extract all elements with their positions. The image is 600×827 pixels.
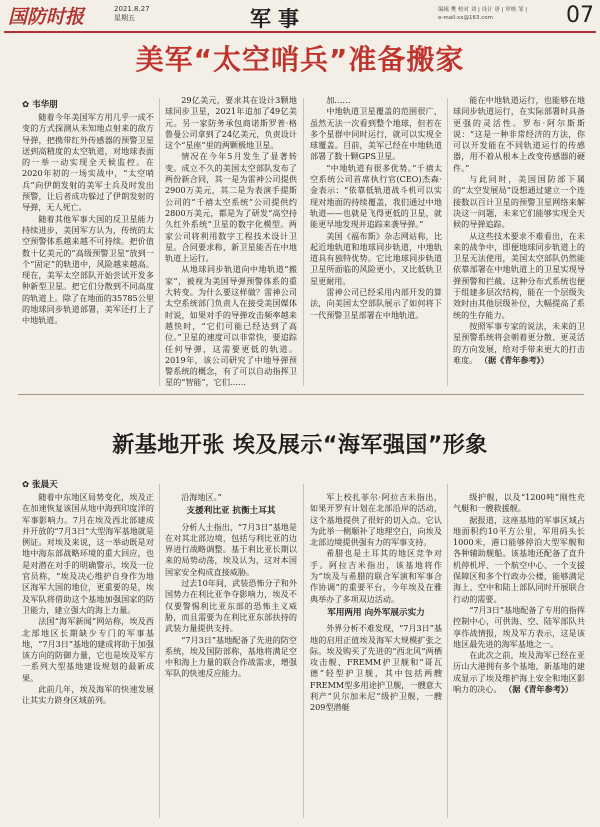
- paragraph-text: 按照军事专家的说法，未来的卫星预警系统将会朝着更分散、更灵活的方向发展，给对手带来更大的打击难度。: [453, 320, 585, 365]
- issue-date: [114, 5, 150, 23]
- weekday-value: 星期五: [114, 14, 135, 22]
- article1-column-3: [310, 95, 442, 387]
- page-number: 07: [566, 3, 594, 28]
- article2-column-3: [310, 492, 442, 818]
- column-rule: [159, 98, 160, 386]
- paragraph: “中地轨道有很多优势。”千禧太空系统公司首席执行官(CEO)杰森·金表示：“依靠低轨道战斗机可以实现对地面的持续覆盖，我们通过中地轨道——也就是飞得更低的卫星，就能更早地发现并追踪来袭导弹。”: [310, 162, 442, 230]
- paragraph: 法国“海军新闻”网站称，埃及西北部地区长期缺少专门的军事基地，“7月3日”基地的建成将助于加强该方向的防御力量，它也是埃及军方一系列大型基地建设规划的最新成果。: [22, 616, 154, 683]
- article1-column-4: [453, 95, 585, 387]
- paragraph: 随着中东地区局势变化，埃及正在加速恢复该国从地中海到印度洋的军事影响力。7月在埃及西北部建成并开放的“7月3日”大型海军基地就是例证。对埃及来说，这一举动既是对地中海东部战略环境的重大回应，也是对潜在对手的明确警示，埃及一位官员称，“埃及决心维护自身作为地区海军大国的地位，更重要的是，埃及军队将借助这个基地加强国家的防卫能力，建立强大的海上力量。: [22, 492, 154, 615]
- paragraph: [453, 321, 585, 366]
- editor-credits: [438, 6, 560, 22]
- paragraph: 沿海地区。”: [181, 492, 222, 502]
- paragraph: “7月3日”基地配备了专用的指挥控制中心，可供海、空、陆军部队共享作战情报，埃及军方表示，这是该地区最先进的海军基地之一。: [453, 604, 585, 649]
- column-rule: [447, 98, 448, 386]
- paragraph: 能在中地轨道运行，也能够在地球同步轨道运行，在实际部署时具备更强的灵活性。罗布·阿尔斯斯说：“这是一种非常经济的方法，你可以开发能在不同轨道运行的传感器，用不着从根本上改变传感器的硬件。”: [453, 95, 585, 173]
- paragraph: 随着今年美国军方用几乎一成不变的方式探测从未知地点射来的敌方导弹，把携带红外传感器的预警卫星送到高精度的太空轨道，对地球表面的一举一动实现全天候监控。在2020年初的一场实战中，“太空哨兵”向伊朗发射的美军士兵及时发出预警，让后者成功躲过了伊朗发射的导弹，无人死亡。: [22, 112, 154, 213]
- column-rule: [159, 484, 160, 818]
- paragraph: 据报道，这座基地的军事区域占地面积约10平方公里，军用码头长1000米，港口能够停泊大型军舰和各种辅助舰船。该基地还配备了直升机停机坪、一个航空中心、一个支援保障区和多个行政办公楼，能够满足海上、空中和陆上部队同时开展联合行动的需要。: [453, 514, 585, 604]
- masthead-rule: [4, 31, 596, 33]
- article2-headline: 新基地开张 埃及展示“海军强国”形象: [112, 433, 488, 458]
- paragraph: 级护舰，以及“1200吨”刚性充气艇和一艘救援舰。: [453, 492, 585, 514]
- column-rule: [303, 98, 304, 386]
- paragraph: 与此同时，美国国防部下属的“太空发展局”设想通过建立一个连接数以百计卫星的预警卫星网络来解决这一问题，未来它们能够实现全天候的导弹追踪。: [453, 174, 585, 230]
- masthead: [0, 0, 600, 34]
- subheading: 军用两用 向外军展示实力: [327, 607, 425, 618]
- paragraph: 雷神公司已经采用内部开发的算法，向美国太空部队展示了如何将下一代预警卫星部署在中地轨道。: [310, 287, 442, 320]
- paragraph: 过去10年间，武装恐怖分子和外国势力在利比亚争夺影响力，埃及不仅要警惕利比亚东部的恐怖主义威胁，而且需要为在利比亚东部扶持的武装力量提供支持。: [165, 578, 297, 634]
- paragraph: 情况在今年5月发生了显著转变。成立不久的美国太空部队发布了两份新合同，其一是为雷神公司提供2900万美元，其二是为表演手提斯公司的“千禧太空系统”公司提供约2800万美元，都是为了研发“高空持久红外系统”卫星的数字化模型。两家公司将利用数字工程技术设计卫星。合同要求称，新卫星能否在中地轨道上运行。: [165, 151, 297, 264]
- article2-signature: （据《青年参考》）: [504, 684, 573, 695]
- article2-column-4: [453, 492, 585, 818]
- article-divider: [18, 394, 584, 395]
- paragraph: “7月3日”基地配备了先进的防空系统，埃及国防部称，基地将满足空中和海上力量的联合作战需求，增强军队的快速反应能力。: [165, 634, 297, 679]
- paragraph-text: 在此次之前，埃及海军已经在亚历山大港拥有多个基地，新基地的建成显示了埃及维护海上安全和地区影响力的决心。: [453, 650, 585, 695]
- article1-column-1: [22, 112, 154, 384]
- article2-column-1: [22, 492, 154, 818]
- subheading: 支援利比亚 抗衡土耳其: [186, 506, 276, 517]
- date-value: 2021.8.27: [114, 5, 150, 13]
- article1-column-2: [165, 95, 297, 387]
- paragraph: 中地轨道卫星覆盖的范围很广，虽然无法一次看到整个地球，但若在多个星群中同时运行，就可以实现全球覆盖。目前，美军已经在中地轨道部署了数十颗GPS卫星。: [310, 106, 442, 162]
- paragraph: 29亿美元，要求其在设计3颗地球同步卫星，2021年追加了49亿美元。另一家防务承包商诺斯罗普·格鲁曼公司拿到了24亿美元，负责设计这个“星座”里的两颗极地卫星。: [165, 95, 297, 151]
- paragraph: 分析人士指出，“7月3日”基地是在对其北部边境，包括与利比亚的边界进行战略调整。基于利比亚长期以来的局势动荡，埃及认为，这对本国国家安全构成直接威胁。: [165, 521, 297, 577]
- paragraph: 军上校扎菲尔·阿拉吉米指出，如果开罗有计划在北部沿岸的活动，这个基地提供了很好的切入点。它认为此举一侧顺补了地理空白，向埃及北部边境提供强有力的军事支持。: [310, 492, 442, 548]
- article2-column-2: [165, 492, 297, 818]
- paragraph: 从这些技术要求不难看出，在未来的战争中，即便地球同步轨道上的卫星无法使用，美国太空部队仍然能依靠部署在中地轨道上的卫星实现导弹预警和拦截。这种分布式系统也便于组建多层次结构，能在一个层级失效时由其他层级补位，大幅提高了系统的生存能力。: [453, 230, 585, 320]
- article1-signature: （据《青年参考》）: [479, 354, 549, 365]
- paragraph: 外界分析不难发现，“7月3日”基地的启用正值埃及海军大规模扩张之际。埃及购买了先进的“西北风”两栖攻击舰、FREMM护卫舰和“哥瓦德”轻型护卫舰，其中包括两艘FREMM型多用途护卫舰，一艘意大利产“贝尔加米尼”级护卫舰，一艘209型潜艇: [310, 623, 442, 713]
- column-rule: [303, 484, 304, 818]
- column-rule: [447, 484, 448, 818]
- paragraph: 随着其他军事大国的反卫星能力持续进步，美国军方认为，传统的太空预警体系越来越不可持续。把价值数十亿美元的“高级预警卫星”放到一个“固定”的轨道中，风险越来越高。现在，美军太空部队开始尝试开发多种新型卫星。把它们分散到不同高度的轨道上。除了在地面的35785公里的地球同步轨道部署，美军还打上了中地轨道。: [22, 213, 154, 326]
- paragraph: 从地球同步轨道向中地轨道“搬家”，被视为美国导弹预警体系的重大转变。为什么要这样做？雷神公司太空系统部门负责人在接受美国媒体时说，如果对手的导弹攻击频率越来越快时，“它们可能已经达到了高位。”卫星的速度可以非常快，要追踪任何导弹，这需要更低的轨道。2019年，该公司研究了中地导弹预警系统的概念，有了可以自动指挥卫星的“智能”，它们……: [165, 264, 297, 387]
- svg-text:国防时报: 国防时报: [8, 6, 85, 27]
- paragraph: 希腊也是土耳其的地区竞争对手。阿拉吉米指出，该基地将作为“埃及与希腊的联合军演和军事合作协调”的重要平台，今年埃及在雅典举办了多项双边活动。: [310, 548, 442, 604]
- article1-headline: 美军“太空哨兵”准备搬家: [135, 43, 465, 76]
- paragraph: 加……: [326, 95, 351, 105]
- editor-names: 编辑 樊 校对 刘 | 设计 唐 | 审核 邹 |: [438, 7, 528, 13]
- article1-byline: ✿ 韦华朋: [22, 100, 58, 110]
- newspaper-logo: [6, 5, 110, 27]
- paragraph: 此前几年，埃及海军的快速发展让其实力跻身区域前列。: [22, 684, 154, 706]
- paragraph: 美国《福布斯》杂志网站称，比起近地轨道和地球同步轨道，中地轨道具有独特优势。它比地球同步轨道卫星所面临的风险更小，又比低轨卫星更耐用。: [310, 230, 442, 286]
- paragraph: [453, 650, 585, 695]
- article2-byline: ✿ 张晨天: [22, 480, 58, 490]
- editor-email: e-mail:xx@163.com: [438, 15, 494, 21]
- section-title: 军事: [250, 7, 306, 31]
